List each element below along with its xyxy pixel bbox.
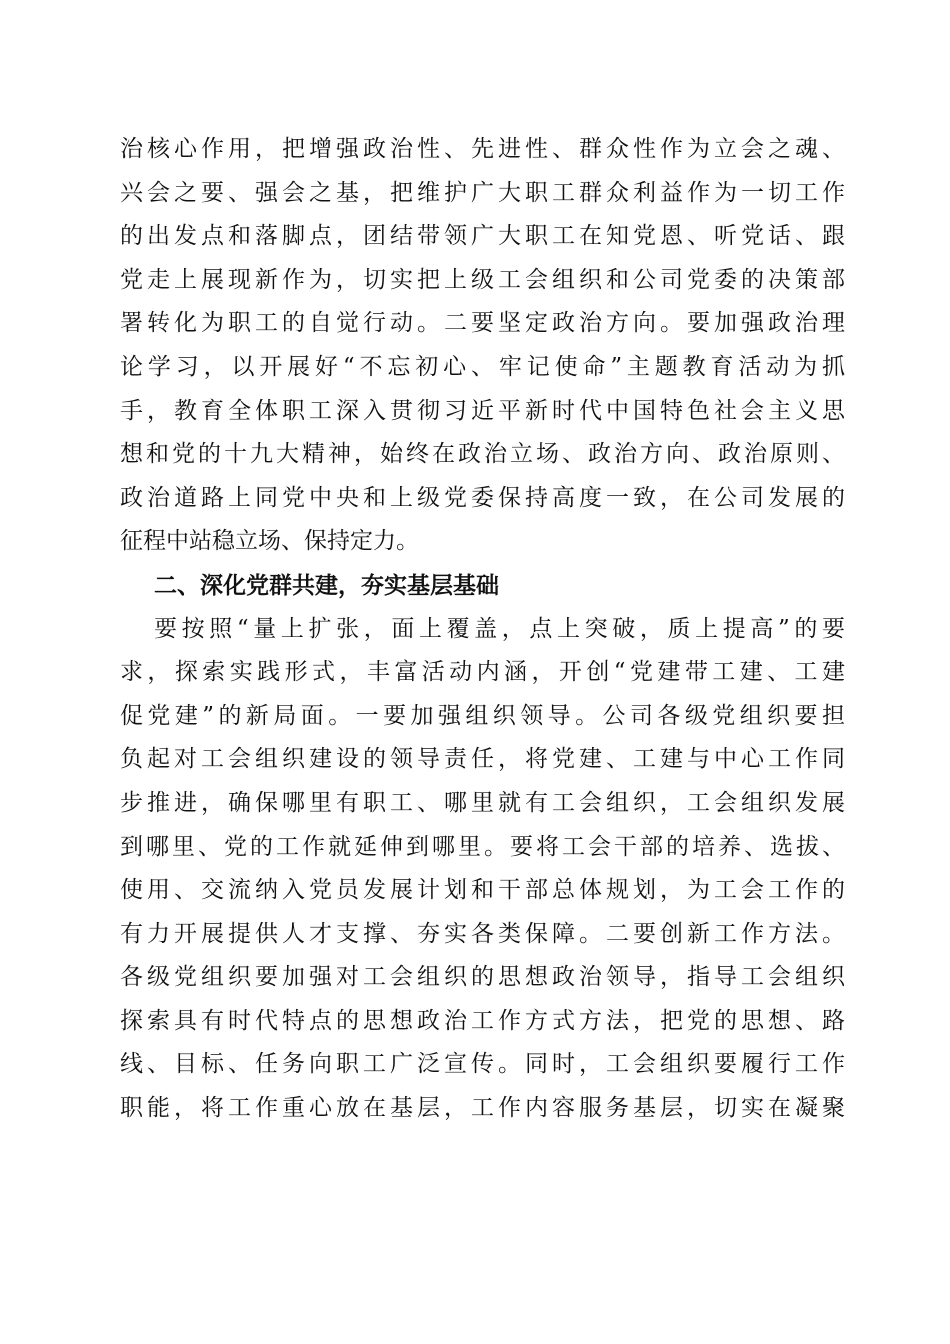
text-line: 线、目标、任务向职工广泛宣传。同时，工会组织要履行工作 (120, 1051, 845, 1078)
text-line: 职能，将工作重心放在基层，工作内容服务基层，切实在凝聚 (120, 1095, 845, 1122)
text-line: 要按照“量上扩张，面上覆盖，点上突破，质上提高”的要 (154, 615, 845, 642)
text-line: 治核心作用，把增强政治性、先进性、群众性作为立会之魂、 (120, 136, 845, 162)
text-line: 的出发点和落脚点，团结带领广大职工在知党恩、听党话、跟 (120, 223, 845, 250)
text-line: 党走上展现新作为，切实把上级工会组织和公司党委的决策部 (120, 266, 845, 293)
text-line: 署转化为职工的自觉行动。二要坚定政治方向。要加强政治理 (120, 310, 845, 337)
text-line: 有力开展提供人才支撑、夯实各类保障。二要创新工作方法。 (120, 920, 845, 947)
text-line: 促党建”的新局面。一要加强组织领导。公司各级党组织要担 (120, 702, 845, 729)
text-line: 论学习，以开展好“不忘初心、牢记使命”主题教育活动为抓 (120, 353, 845, 380)
text-line: 兴会之要、强会之基，把维护广大职工群众利益作为一切工作 (120, 179, 845, 206)
section-heading: 二、深化党群共建，夯实基层基础 (154, 571, 499, 599)
text-line: 各级党组织要加强对工会组织的思想政治领导，指导工会组织 (120, 964, 845, 991)
text-line: 求，探索实践形式，丰富活动内涵，开创“党建带工建、工建 (120, 659, 845, 686)
text-line: 想和党的十九大精神，始终在政治立场、政治方向、政治原则、 (120, 441, 845, 468)
body-text (120, 128, 845, 1131)
text-line: 负起对工会组织建设的领导责任，将党建、工建与中心工作同 (120, 746, 845, 773)
text-line: 手，教育全体职工深入贯彻习近平新时代中国特色社会主义思 (120, 397, 845, 424)
text-line: 步推进，确保哪里有职工、哪里就有工会组织，工会组织发展 (120, 789, 845, 816)
text-line: 到哪里、党的工作就延伸到哪里。要将工会干部的培养、选拔、 (120, 833, 845, 860)
text-line: 政治道路上同党中央和上级党委保持高度一致，在公司发展的 (120, 484, 845, 511)
text-line: 探索具有时代特点的思想政治工作方式方法，把党的思想、路 (120, 1007, 845, 1034)
text-line: 使用、交流纳入党员发展计划和干部总体规划，为工会工作的 (120, 877, 845, 904)
text-line: 征程中站稳立场、保持定力。 (120, 528, 419, 555)
